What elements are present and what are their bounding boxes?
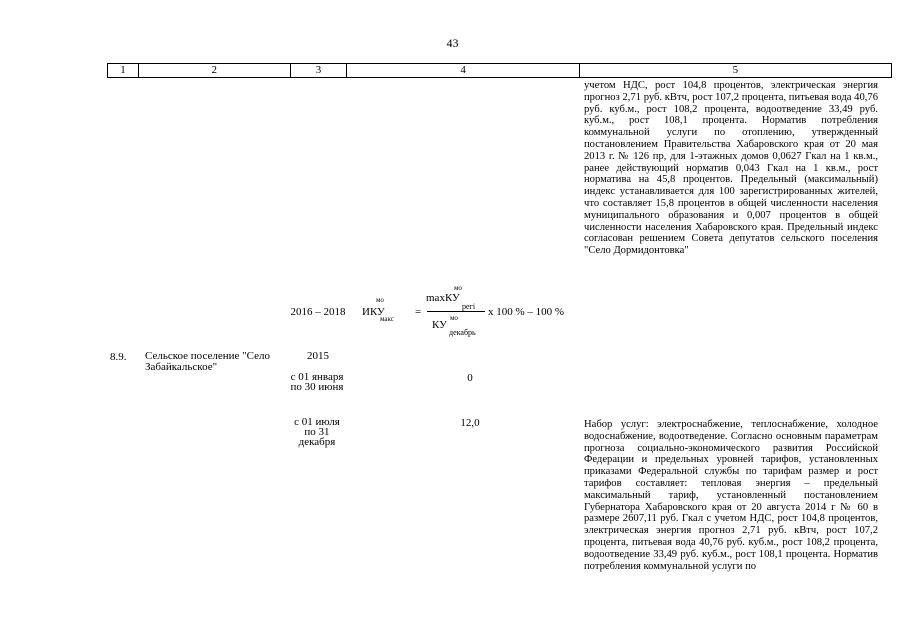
period-second-half: с 01 июля по 31 декабря	[294, 416, 340, 448]
row-number: 8.9.	[110, 351, 127, 363]
formula-numerator-superscript: мо	[454, 284, 462, 292]
column-header-1: 1	[108, 64, 139, 77]
formula-numerator: maxКУ	[426, 292, 460, 304]
column-number-header	[107, 63, 892, 78]
index-value-second-half: 12,0	[460, 417, 480, 429]
justification-text-continued: учетом НДС, рост 104,8 процентов, электрическая энергия прогноз 2,71 руб. кВтч, рост 107,2 процента, питьевая вода 40,76 руб. куб.м., рост 108,2 процента, водоотведение 33,49 руб. куб.м., рост 108,1 процента. Норматив потребления коммунальной услуги по отоплению, утвержденный постановлением Правительства Хабаровского края от 20 мая 2013 г. № 126 пр, для 1-этажных домов 0,0627 Гкал на 1 кв.м., ранее действующий норматив 0,043 Гкал на 1 кв.м., рост норматива на 45,8 процентов. Предельный (максимальный) индекс устанавливается для 100 зарегистрированных жителей, что составляет 15,8 процентов в общей численности населения муниципального образования и 0,007 процентов в общей численности населения Хабаровского края. Предельный индекс согласован решением Совета депутатов сельского поселения "Село Дормидонтовка"	[584, 80, 878, 257]
column-header-5: 5	[732, 64, 739, 76]
justification-text-services: Набор услуг: электроснабжение, теплоснабжение, холодное водоснабжение, водоотведение. Согласно основным параметрам прогноза социально-экономического развития Российской Федерации и предельных уровней тарифов, установленных приказами Федеральной службы по тарифам размер и рост тарифов составляет: тепловая энергия – предельный максимальный тариф, установленный постановлением Губернатора Хабаровского края от 20 августа 2014 г № 60 в размере 2607,11 руб. Гкал с учетом НДС, рост 104,8 процентов, электрическая энергия прогноз 2,71 руб. кВтч, рост 107,2 процента, питьевая вода 40,76 руб. куб.м., рост 108,2 процента, водоотведение 33,49 руб. куб.м., рост 108,1 процента. Норматив потребления коммунальной услуги по	[584, 419, 878, 572]
column-header-3: 3	[291, 64, 348, 77]
page-number: 43	[446, 36, 459, 50]
settlement-name: Сельское поселение "Село Забайкальское"	[145, 350, 270, 373]
period-year: 2015	[307, 350, 329, 362]
period-first-half: с 01 января по 30 июня	[290, 371, 344, 393]
formula-denominator-superscript: мо	[450, 314, 458, 322]
formula-period: 2016 – 2018	[290, 306, 346, 318]
formula-denominator: КУ	[432, 319, 447, 331]
formula-lhs-superscript: мо	[376, 296, 384, 304]
column-header-2: 2	[139, 64, 291, 77]
index-formula	[356, 282, 581, 342]
formula-tail: x 100 % – 100 %	[488, 306, 565, 318]
formula-denominator-subscript: декабрь	[449, 328, 476, 337]
formula-equals: =	[415, 306, 422, 318]
formula-lhs: ИКУ	[362, 306, 385, 318]
fraction-bar	[427, 311, 485, 312]
formula-numerator-subscript: регi	[462, 302, 476, 311]
column-header-4: 4	[347, 64, 579, 77]
formula-lhs-subscript: макс	[380, 315, 394, 323]
index-value-first-half: 0	[467, 372, 473, 384]
